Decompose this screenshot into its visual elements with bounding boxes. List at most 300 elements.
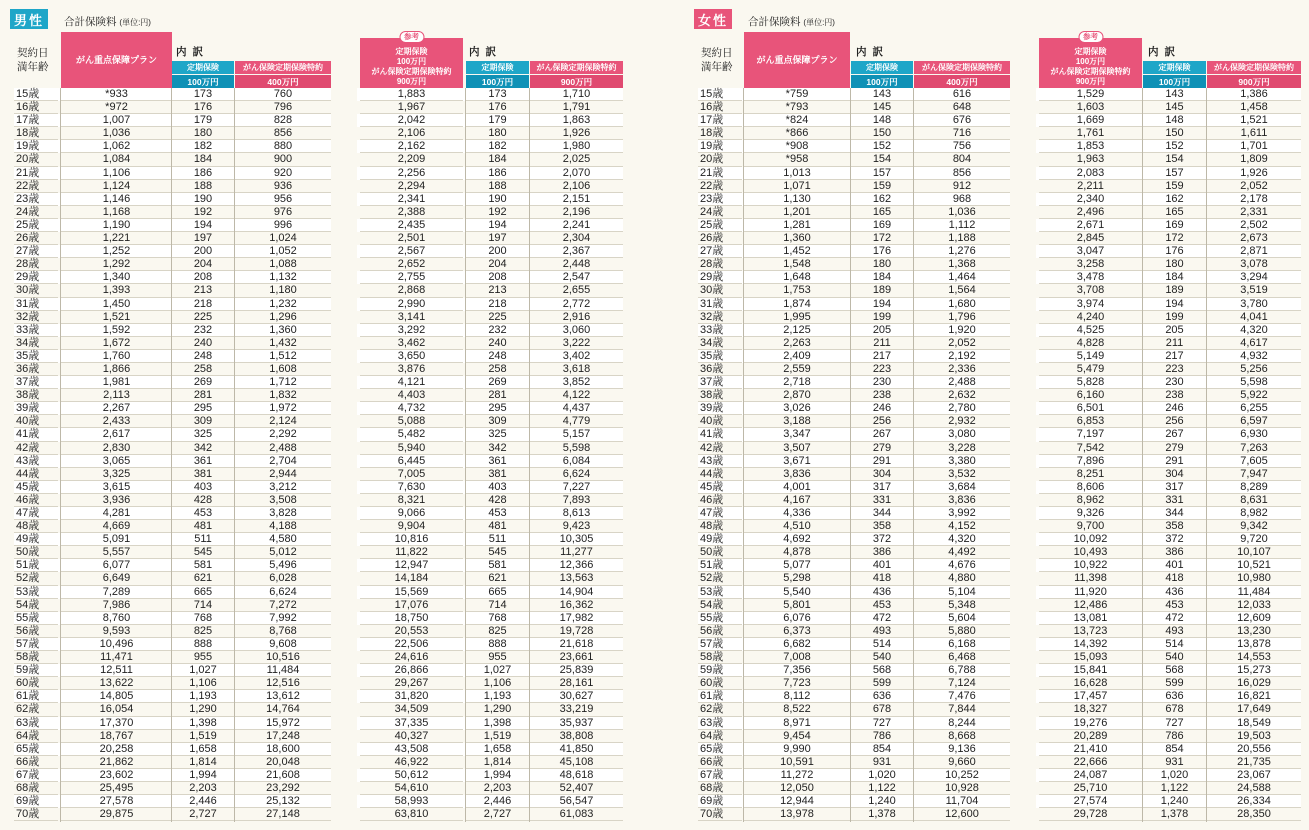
cell-ref-rider: 10,980 bbox=[1207, 572, 1301, 585]
female-plan-header: がん重点保障プラン bbox=[744, 32, 850, 88]
table-row bbox=[698, 284, 1010, 297]
cell-ref-total: 9,904 bbox=[360, 520, 463, 533]
table-row bbox=[1036, 258, 1301, 271]
male-term-amount: 100万円 bbox=[172, 75, 234, 88]
cell-age: 64歳 bbox=[14, 730, 58, 743]
cell-age: 20歳 bbox=[698, 153, 742, 166]
cell-plan-total: 7,289 bbox=[61, 586, 172, 599]
cell-ref-total: 29,267 bbox=[360, 677, 463, 690]
female-age-line2: 満年齢 bbox=[701, 61, 733, 73]
table-row bbox=[1036, 337, 1301, 350]
cell-plan-total: 16,054 bbox=[61, 703, 172, 716]
table-row bbox=[698, 167, 1010, 180]
cell-plan-total: 9,593 bbox=[61, 625, 172, 638]
table-row bbox=[1036, 180, 1301, 193]
cell-term: 194 bbox=[851, 298, 913, 311]
cell-age: 40歳 bbox=[698, 415, 742, 428]
cell-plan-total: 2,870 bbox=[744, 389, 850, 402]
cell-age: 58歳 bbox=[698, 651, 742, 664]
cell-ref-total: 2,845 bbox=[1039, 232, 1142, 245]
cell-ref-rider: 35,937 bbox=[530, 717, 623, 730]
table-row bbox=[357, 625, 623, 638]
cell-rider: 3,684 bbox=[914, 481, 1010, 494]
cell-plan-total: 6,649 bbox=[61, 572, 172, 585]
cell-term: 436 bbox=[851, 586, 913, 599]
male-ref-box bbox=[360, 32, 463, 88]
cell-ref-term: 186 bbox=[466, 167, 529, 180]
cell-rider: 2,488 bbox=[235, 442, 331, 455]
cell-ref-rider: 17,982 bbox=[530, 612, 623, 625]
table-row bbox=[1036, 612, 1301, 625]
cell-plan-total: 3,325 bbox=[61, 468, 172, 481]
cell-ref-total: 15,569 bbox=[360, 586, 463, 599]
cell-ref-total: 1,963 bbox=[1039, 153, 1142, 166]
cell-plan-total: 2,267 bbox=[61, 402, 172, 415]
cell-ref-rider: 3,222 bbox=[530, 337, 623, 350]
cell-ref-rider: 17,649 bbox=[1207, 703, 1301, 716]
table-row bbox=[357, 402, 623, 415]
cell-ref-total: 2,435 bbox=[360, 219, 463, 232]
cell-term: 184 bbox=[851, 271, 913, 284]
cell-plan-total: 8,112 bbox=[744, 690, 850, 703]
cell-ref-rider: 1,791 bbox=[530, 101, 623, 114]
cell-term: 225 bbox=[172, 311, 234, 324]
cell-plan-total: 2,263 bbox=[744, 337, 850, 350]
cell-ref-rider: 10,521 bbox=[1207, 559, 1301, 572]
cell-ref-total: 5,828 bbox=[1039, 376, 1142, 389]
table-row bbox=[357, 730, 623, 743]
cell-ref-total: 4,403 bbox=[360, 389, 463, 402]
cell-rider: 14,764 bbox=[235, 703, 331, 716]
cell-ref-rider: 5,598 bbox=[1207, 376, 1301, 389]
cell-age: 19歳 bbox=[14, 140, 58, 153]
cell-age: 15歳 bbox=[698, 88, 742, 101]
cell-ref-rider: 4,932 bbox=[1207, 350, 1301, 363]
cell-age: 55歳 bbox=[698, 612, 742, 625]
table-row bbox=[698, 415, 1010, 428]
cell-term: 238 bbox=[851, 389, 913, 402]
cell-ref-total: 3,141 bbox=[360, 311, 463, 324]
female-rider-amount: 400万円 bbox=[914, 75, 1010, 88]
cell-age: 66歳 bbox=[14, 756, 58, 769]
female-ref-tag: 参考 bbox=[1078, 31, 1103, 43]
cell-age: 53歳 bbox=[14, 586, 58, 599]
cell-ref-total: 19,276 bbox=[1039, 717, 1142, 730]
cell-age: 57歳 bbox=[698, 638, 742, 651]
cell-ref-term: 295 bbox=[466, 402, 529, 415]
cell-ref-term: 169 bbox=[1143, 219, 1206, 232]
cell-ref-total: 2,211 bbox=[1039, 180, 1142, 193]
cell-term: 1,020 bbox=[851, 769, 913, 782]
cell-term: 1,994 bbox=[172, 769, 234, 782]
cell-ref-term: 825 bbox=[466, 625, 529, 638]
table-row bbox=[1036, 284, 1301, 297]
cell-plan-total: 8,971 bbox=[744, 717, 850, 730]
cell-ref-rider: 2,196 bbox=[530, 206, 623, 219]
table-row bbox=[1036, 743, 1301, 756]
female-unit-small: (単位:円) bbox=[803, 18, 835, 27]
female-ref-line2: 100万円 bbox=[1075, 57, 1106, 66]
cell-ref-total: 46,922 bbox=[360, 756, 463, 769]
table-row bbox=[698, 402, 1010, 415]
cell-age: 42歳 bbox=[698, 442, 742, 455]
cell-rider: 3,532 bbox=[914, 468, 1010, 481]
cell-term: 493 bbox=[851, 625, 913, 638]
table-row bbox=[357, 298, 623, 311]
cell-plan-total: 1,521 bbox=[61, 311, 172, 324]
cell-ref-term: 493 bbox=[1143, 625, 1206, 638]
table-row bbox=[1036, 533, 1301, 546]
table-row bbox=[698, 651, 1010, 664]
cell-ref-rider: 38,808 bbox=[530, 730, 623, 743]
table-row bbox=[698, 127, 1010, 140]
cell-age: 45歳 bbox=[698, 481, 742, 494]
cell-ref-total: 22,506 bbox=[360, 638, 463, 651]
cell-ref-rider: 2,916 bbox=[530, 311, 623, 324]
cell-ref-term: 581 bbox=[466, 559, 529, 572]
cell-ref-total: 34,509 bbox=[360, 703, 463, 716]
cell-rider: 856 bbox=[914, 167, 1010, 180]
cell-ref-rider: 4,122 bbox=[530, 389, 623, 402]
cell-term: 188 bbox=[172, 180, 234, 193]
cell-term: 162 bbox=[851, 193, 913, 206]
cell-term: 931 bbox=[851, 756, 913, 769]
cell-ref-total: 22,666 bbox=[1039, 756, 1142, 769]
cell-age: 39歳 bbox=[698, 402, 742, 415]
cell-rider: 1,796 bbox=[914, 311, 1010, 324]
cell-ref-rider: 8,289 bbox=[1207, 481, 1301, 494]
cell-age: 69歳 bbox=[698, 795, 742, 808]
cell-term: 317 bbox=[851, 481, 913, 494]
cell-plan-total: 5,298 bbox=[744, 572, 850, 585]
cell-plan-total: 1,168 bbox=[61, 206, 172, 219]
table-row bbox=[14, 311, 331, 324]
cell-ref-term: 179 bbox=[466, 114, 529, 127]
cell-ref-term: 453 bbox=[466, 507, 529, 520]
cell-rider: 1,368 bbox=[914, 258, 1010, 271]
cell-ref-total: 5,479 bbox=[1039, 363, 1142, 376]
cell-ref-term: 150 bbox=[1143, 127, 1206, 140]
male-rider-title: がん保険定期保険特約 bbox=[235, 61, 331, 74]
cell-age: 63歳 bbox=[14, 717, 58, 730]
cell-rider: 2,488 bbox=[914, 376, 1010, 389]
cell-plan-total: 5,540 bbox=[744, 586, 850, 599]
cell-ref-total: 2,671 bbox=[1039, 219, 1142, 232]
cell-age: 29歳 bbox=[14, 271, 58, 284]
cell-term: 150 bbox=[851, 127, 913, 140]
male-age-header bbox=[14, 32, 58, 88]
cell-ref-rider: 2,367 bbox=[530, 245, 623, 258]
cell-plan-total: 5,091 bbox=[61, 533, 172, 546]
cell-age: 43歳 bbox=[14, 455, 58, 468]
cell-plan-total: *933 bbox=[61, 88, 172, 101]
table-row bbox=[1036, 703, 1301, 716]
cell-rider: 1,464 bbox=[914, 271, 1010, 284]
column-divider bbox=[234, 88, 235, 822]
cell-rider: 880 bbox=[235, 140, 331, 153]
table-row bbox=[14, 337, 331, 350]
cell-ref-rider: 6,084 bbox=[530, 455, 623, 468]
column-divider bbox=[171, 88, 172, 822]
cell-ref-total: 26,866 bbox=[360, 664, 463, 677]
cell-term: 189 bbox=[851, 284, 913, 297]
cell-ref-total: 1,853 bbox=[1039, 140, 1142, 153]
cell-ref-term: 1,020 bbox=[1143, 769, 1206, 782]
female-ref-term-amount: 100万円 bbox=[1143, 75, 1206, 88]
cell-plan-total: 1,672 bbox=[61, 337, 172, 350]
table-row bbox=[14, 88, 331, 101]
cell-plan-total: 3,936 bbox=[61, 494, 172, 507]
cell-ref-term: 1,658 bbox=[466, 743, 529, 756]
table-row bbox=[698, 153, 1010, 166]
cell-rider: 796 bbox=[235, 101, 331, 114]
cell-ref-term: 854 bbox=[1143, 743, 1206, 756]
table-row bbox=[1036, 167, 1301, 180]
cell-ref-rider: 21,735 bbox=[1207, 756, 1301, 769]
cell-rider: 23,292 bbox=[235, 782, 331, 795]
cell-ref-term: 217 bbox=[1143, 350, 1206, 363]
cell-age: 23歳 bbox=[698, 193, 742, 206]
cell-rider: 6,624 bbox=[235, 586, 331, 599]
table-row bbox=[14, 298, 331, 311]
cell-age: 42歳 bbox=[14, 442, 58, 455]
table-row bbox=[14, 140, 331, 153]
table-row bbox=[357, 612, 623, 625]
female-term-amount: 100万円 bbox=[851, 75, 913, 88]
table-row bbox=[357, 481, 623, 494]
table-row bbox=[1036, 271, 1301, 284]
cell-term: 636 bbox=[851, 690, 913, 703]
cell-rider: 7,992 bbox=[235, 612, 331, 625]
table-row bbox=[1036, 546, 1301, 559]
table-row bbox=[357, 442, 623, 455]
cell-rider: 956 bbox=[235, 193, 331, 206]
table-row bbox=[357, 507, 623, 520]
table-row bbox=[357, 140, 623, 153]
cell-ref-term: 2,727 bbox=[466, 808, 529, 821]
cell-ref-term: 172 bbox=[1143, 232, 1206, 245]
cell-term: 2,727 bbox=[172, 808, 234, 821]
cell-age: 44歳 bbox=[14, 468, 58, 481]
cell-term: 453 bbox=[851, 599, 913, 612]
cell-rider: 3,992 bbox=[914, 507, 1010, 520]
table-row bbox=[698, 612, 1010, 625]
cell-rider: 6,788 bbox=[914, 664, 1010, 677]
cell-rider: 804 bbox=[914, 153, 1010, 166]
cell-age: 69歳 bbox=[14, 795, 58, 808]
cell-ref-rider: 10,107 bbox=[1207, 546, 1301, 559]
cell-ref-rider: 2,502 bbox=[1207, 219, 1301, 232]
cell-rider: 8,668 bbox=[914, 730, 1010, 743]
cell-age: 47歳 bbox=[698, 507, 742, 520]
cell-ref-total: 1,761 bbox=[1039, 127, 1142, 140]
female-ref-table bbox=[1036, 32, 1301, 821]
cell-ref-rider: 8,982 bbox=[1207, 507, 1301, 520]
cell-age: 34歳 bbox=[698, 337, 742, 350]
cell-age: 27歳 bbox=[14, 245, 58, 258]
cell-plan-total: 1,292 bbox=[61, 258, 172, 271]
table-row bbox=[357, 599, 623, 612]
cell-plan-total: 1,190 bbox=[61, 219, 172, 232]
table-row bbox=[698, 376, 1010, 389]
cell-age: 37歳 bbox=[698, 376, 742, 389]
table-row bbox=[1036, 153, 1301, 166]
cell-ref-total: 12,486 bbox=[1039, 599, 1142, 612]
cell-rider: 3,212 bbox=[235, 481, 331, 494]
cell-ref-rider: 3,618 bbox=[530, 363, 623, 376]
cell-plan-total: 1,393 bbox=[61, 284, 172, 297]
cell-ref-term: 182 bbox=[466, 140, 529, 153]
cell-rider: 1,432 bbox=[235, 337, 331, 350]
table-row bbox=[1036, 101, 1301, 114]
cell-rider: 1,608 bbox=[235, 363, 331, 376]
table-row bbox=[698, 193, 1010, 206]
cell-plan-total: 1,062 bbox=[61, 140, 172, 153]
cell-term: 568 bbox=[851, 664, 913, 677]
cell-ref-rider: 33,219 bbox=[530, 703, 623, 716]
cell-ref-total: 3,047 bbox=[1039, 245, 1142, 258]
cell-term: 258 bbox=[172, 363, 234, 376]
cell-plan-total: 23,602 bbox=[61, 769, 172, 782]
cell-ref-term: 1,122 bbox=[1143, 782, 1206, 795]
cell-term: 180 bbox=[172, 127, 234, 140]
cell-rider: 648 bbox=[914, 101, 1010, 114]
cell-age: 61歳 bbox=[14, 690, 58, 703]
table-row bbox=[357, 337, 623, 350]
cell-ref-term: 1,519 bbox=[466, 730, 529, 743]
cell-rider: 6,168 bbox=[914, 638, 1010, 651]
male-unit-label bbox=[64, 14, 151, 29]
cell-rider: 2,192 bbox=[914, 350, 1010, 363]
cell-age: 43歳 bbox=[698, 455, 742, 468]
cell-rider: 9,608 bbox=[235, 638, 331, 651]
table-row bbox=[698, 703, 1010, 716]
cell-ref-rider: 1,926 bbox=[1207, 167, 1301, 180]
cell-ref-rider: 1,809 bbox=[1207, 153, 1301, 166]
table-row bbox=[1036, 140, 1301, 153]
table-row bbox=[1036, 363, 1301, 376]
cell-ref-term: 232 bbox=[466, 324, 529, 337]
table-row bbox=[357, 219, 623, 232]
cell-age: 16歳 bbox=[698, 101, 742, 114]
cell-ref-rider: 19,503 bbox=[1207, 730, 1301, 743]
cell-ref-total: 18,750 bbox=[360, 612, 463, 625]
cell-age: 70歳 bbox=[14, 808, 58, 821]
cell-term: 1,378 bbox=[851, 808, 913, 821]
cell-plan-total: 1,450 bbox=[61, 298, 172, 311]
cell-term: 372 bbox=[851, 533, 913, 546]
table-row bbox=[698, 599, 1010, 612]
cell-ref-rider: 2,304 bbox=[530, 232, 623, 245]
cell-rider: 1,920 bbox=[914, 324, 1010, 337]
cell-rider: 4,188 bbox=[235, 520, 331, 533]
cell-ref-rider: 5,157 bbox=[530, 428, 623, 441]
column-divider bbox=[743, 88, 744, 822]
table-row bbox=[1036, 88, 1301, 101]
table-row bbox=[14, 114, 331, 127]
cell-ref-total: 4,732 bbox=[360, 402, 463, 415]
cell-ref-term: 1,378 bbox=[1143, 808, 1206, 821]
cell-ref-term: 194 bbox=[1143, 298, 1206, 311]
cell-plan-total: 3,671 bbox=[744, 455, 850, 468]
cell-term: 230 bbox=[851, 376, 913, 389]
cell-ref-total: 1,529 bbox=[1039, 88, 1142, 101]
table-row bbox=[357, 350, 623, 363]
table-row bbox=[357, 311, 623, 324]
cell-rider: 5,104 bbox=[914, 586, 1010, 599]
cell-ref-total: 3,876 bbox=[360, 363, 463, 376]
cell-age: 61歳 bbox=[698, 690, 742, 703]
cell-term: 211 bbox=[851, 337, 913, 350]
cell-ref-rider: 12,366 bbox=[530, 559, 623, 572]
cell-ref-total: 2,340 bbox=[1039, 193, 1142, 206]
cell-ref-total: 8,321 bbox=[360, 494, 463, 507]
table-row bbox=[14, 193, 331, 206]
table-row bbox=[14, 350, 331, 363]
cell-age: 65歳 bbox=[698, 743, 742, 756]
cell-ref-rider: 6,624 bbox=[530, 468, 623, 481]
cell-age: 65歳 bbox=[14, 743, 58, 756]
cell-rider: 8,244 bbox=[914, 717, 1010, 730]
cell-ref-term: 218 bbox=[466, 298, 529, 311]
cell-ref-rider: 45,108 bbox=[530, 756, 623, 769]
cell-plan-total: *972 bbox=[61, 101, 172, 114]
cell-ref-term: 180 bbox=[466, 127, 529, 140]
male-tag: 男性 bbox=[10, 9, 48, 29]
cell-ref-term: 267 bbox=[1143, 428, 1206, 441]
cell-ref-rider: 1,926 bbox=[530, 127, 623, 140]
cell-rider: 4,676 bbox=[914, 559, 1010, 572]
table-row bbox=[698, 468, 1010, 481]
table-row bbox=[357, 795, 623, 808]
table-row bbox=[698, 311, 1010, 324]
female-ref-rider-title: がん保険定期保険特約 bbox=[1207, 61, 1301, 74]
cell-ref-rider: 2,547 bbox=[530, 271, 623, 284]
cell-age: 46歳 bbox=[698, 494, 742, 507]
cell-age: 54歳 bbox=[698, 599, 742, 612]
cell-ref-total: 11,822 bbox=[360, 546, 463, 559]
cell-ref-term: 342 bbox=[466, 442, 529, 455]
cell-ref-term: 714 bbox=[466, 599, 529, 612]
cell-plan-total: 9,990 bbox=[744, 743, 850, 756]
cell-ref-total: 1,967 bbox=[360, 101, 463, 114]
cell-rider: 1,512 bbox=[235, 350, 331, 363]
table-row bbox=[357, 677, 623, 690]
cell-ref-total: 6,445 bbox=[360, 455, 463, 468]
cell-ref-term: 386 bbox=[1143, 546, 1206, 559]
cell-rider: 2,932 bbox=[914, 415, 1010, 428]
cell-plan-total: 1,221 bbox=[61, 232, 172, 245]
cell-rider: 25,132 bbox=[235, 795, 331, 808]
cell-term: 1,122 bbox=[851, 782, 913, 795]
cell-term: 418 bbox=[851, 572, 913, 585]
cell-age: 58歳 bbox=[14, 651, 58, 664]
cell-term: 955 bbox=[172, 651, 234, 664]
table-row bbox=[357, 572, 623, 585]
table-row bbox=[698, 428, 1010, 441]
cell-term: 481 bbox=[172, 520, 234, 533]
table-row bbox=[14, 520, 331, 533]
cell-term: 197 bbox=[172, 232, 234, 245]
cell-term: 472 bbox=[851, 612, 913, 625]
cell-plan-total: 1,648 bbox=[744, 271, 850, 284]
table-row bbox=[698, 559, 1010, 572]
table-row bbox=[357, 153, 623, 166]
cell-plan-total: 1,007 bbox=[61, 114, 172, 127]
female-breakdown-header: 内訳 bbox=[856, 46, 889, 58]
cell-ref-rider: 1,710 bbox=[530, 88, 623, 101]
table-row bbox=[14, 363, 331, 376]
